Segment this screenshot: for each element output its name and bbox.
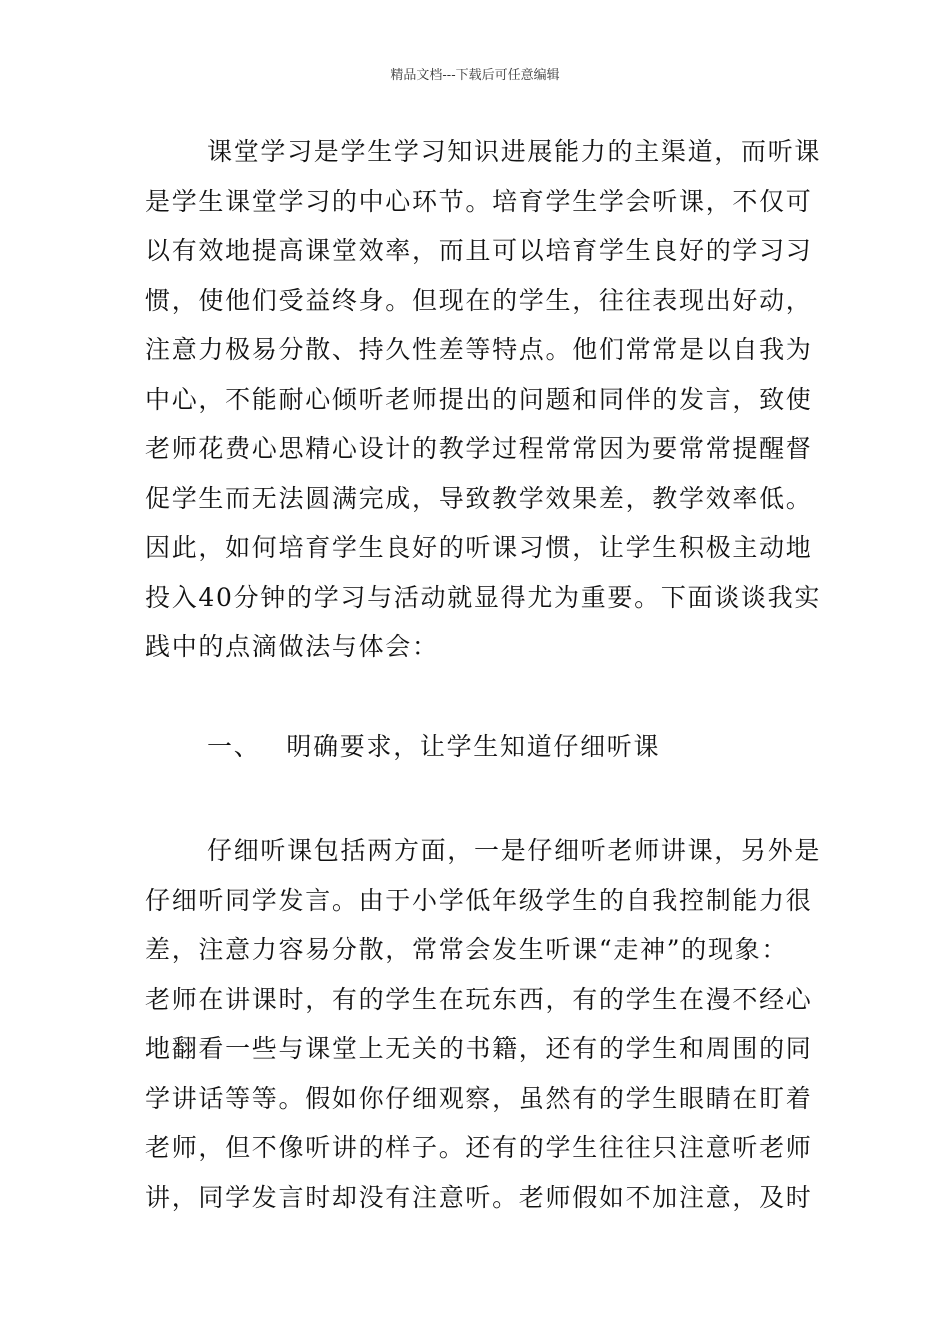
paragraph-line: 促学生而无法圆满完成，导致教学效果差，教学效率低。 <box>145 483 813 513</box>
paragraph-line: 老师，但不像听讲的样子。还有的学生往往只注意听老师 <box>145 1133 813 1162</box>
section-paragraph <box>145 826 822 1222</box>
paragraph-line: 老师在讲课时，有的学生在玩东西，有的学生在漫不经心 <box>145 984 813 1014</box>
paragraph-line: 惯，使他们受益终身。但现在的学生，往往表现出好动， <box>145 285 813 315</box>
page-header: 精品文档---下载后可任意编辑 <box>390 68 560 83</box>
paragraph-line: 仔细听同学发言。由于小学低年级学生的自我控制能力很 <box>145 885 813 915</box>
paragraph-line: 因此，如何培育学生良好的听课习惯，让学生积极主动地 <box>145 533 813 562</box>
paragraph-line: 践中的点滴做法与体会： <box>145 632 439 661</box>
intro-paragraph <box>145 127 822 672</box>
paragraph-line: 投入40分钟的学习与活动就显得尤为重要。下面谈谈我实 <box>145 582 822 612</box>
paragraph-line: 学讲话等等。假如你仔细观察，虽然有的学生眼睛在盯着 <box>145 1083 813 1113</box>
paragraph-line: 课堂学习是学生学习知识进展能力的主渠道，而听课 <box>207 137 822 166</box>
paragraph-line: 是学生课堂学习的中心环节。培育学生学会听课，不仅可 <box>145 186 813 216</box>
paragraph-line: 地翻看一些与课堂上无关的书籍，还有的学生和周围的同 <box>145 1034 813 1063</box>
paragraph-line: 讲，同学发言时却没有注意听。老师假如不加注意，及时 <box>145 1182 813 1212</box>
section-heading <box>207 722 660 771</box>
section-title: 明确要求，让学生知道仔细听课 <box>286 732 661 761</box>
paragraph-line: 差，注意力容易分散，常常会发生听课“走神”的现象： <box>145 935 789 964</box>
section-number: 一、 <box>207 732 261 761</box>
paragraph-line: 注意力极易分散、持久性差等特点。他们常常是以自我为 <box>145 335 813 364</box>
paragraph-line: 中心，不能耐心倾听老师提出的问题和同伴的发言，致使 <box>145 384 813 414</box>
paragraph-line: 仔细听课包括两方面，一是仔细听老师讲课，另外是 <box>207 836 822 865</box>
paragraph-line: 以有效地提高课堂效率，而且可以培育学生良好的学习习 <box>145 236 813 265</box>
paragraph-line: 老师花费心思精心设计的教学过程常常因为要常常提醒督 <box>145 434 813 463</box>
